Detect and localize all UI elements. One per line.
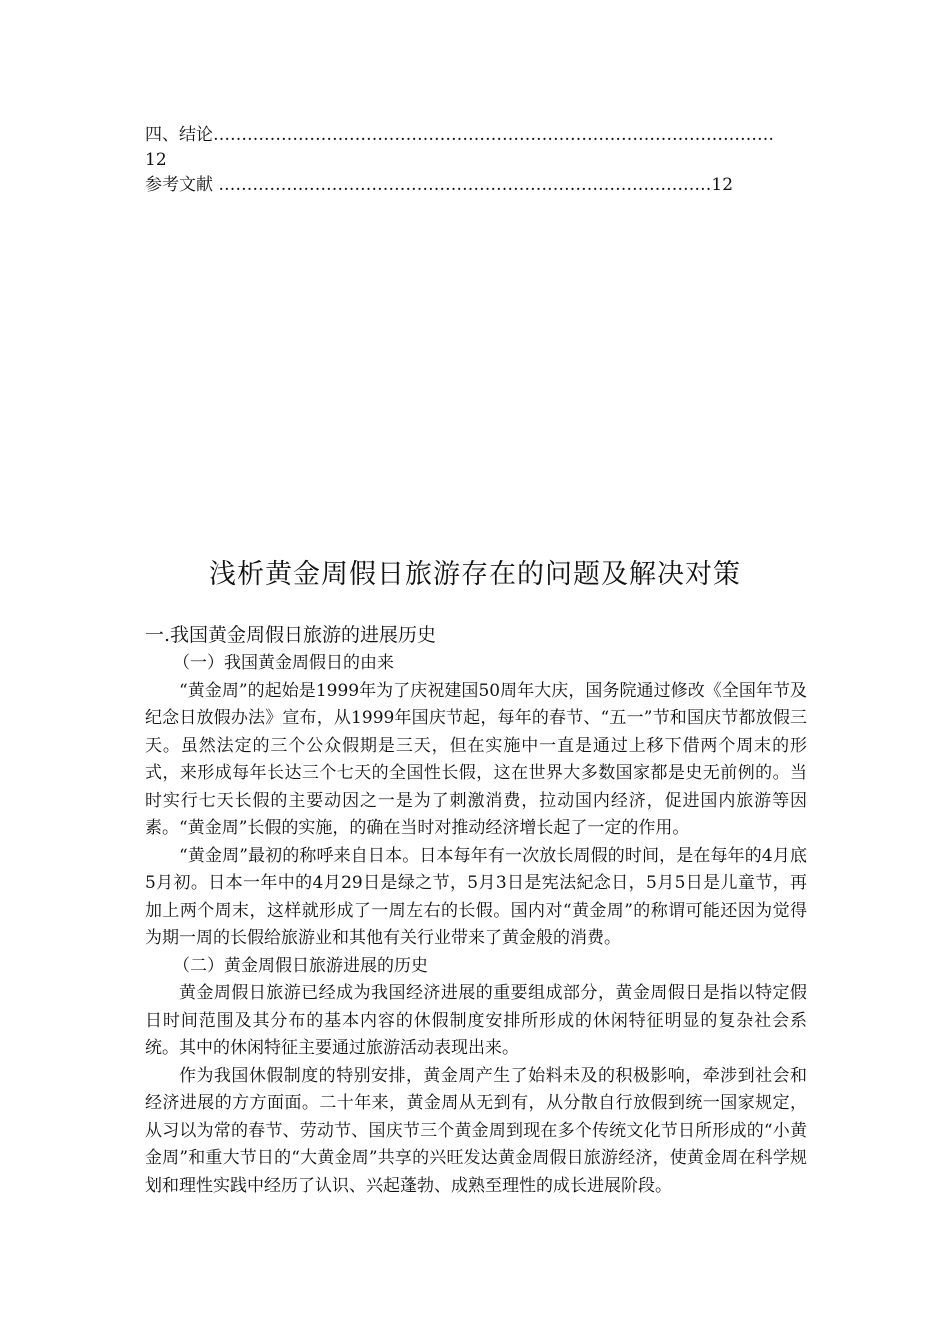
paragraph: 作为我国休假制度的特别安排，黄金周产生了始料未及的积极影响，牵涉到社会和经济进展的方方面面。二十年来，黄金周从无到有，从分散自行放假到统一国家规定，从习以为常的春节、劳动节、国庆节三个黄金周到现在多个传统文化节日所形成的“小黄金周”和重大节日的“大黄金周”共享的兴旺发达黄金周假日旅游经济，使黄金周在科学规划和理性实践中经历了认识、兴起蓬勃、成熟至理性的成长进展阶段。 xyxy=(145,1065,807,1196)
toc-entry-page-number: 12 xyxy=(145,150,167,170)
toc-entry-conclusion[interactable] xyxy=(145,123,805,148)
subsection-heading: （二）黄金周假日旅游进展的历史 xyxy=(173,955,428,976)
toc-entry-page-number: 12 xyxy=(711,175,734,195)
paragraph: “黄金周”的起始是1999年为了庆祝建国50周年大庆，国务院通过修改《全国年节及纪念日放假办法》宣布，从1999年国庆节起，每年的春节、“五一”节和国庆节都放假三天。虽然法定的三个公众假期是三天，但在实施中一直是通过上移下借两个周末的形式，来形成每年长达三个七天的全国性长假，这在世界大多数国家都是史无前例的。当时实行七天长假的主要动因之一是为了刺激消费，拉动国内经济，促进国内旅游等因素。“黄金周”长假的实施，的确在当时对推动经济增长起了一定的作用。 xyxy=(145,680,807,838)
document-body xyxy=(145,620,807,1200)
paragraph: 黄金周假日旅游已经成为我国经济进展的重要组成部分，黄金周假日是指以特定假日时间范围及其分布的基本内容的休假制度安排所形成的休闲特征明显的复杂社会系统。其中的休闲特征主要通过旅游活动表现出来。 xyxy=(145,983,807,1058)
toc-entry-references[interactable] xyxy=(145,173,805,198)
toc-entry-label: 四、结论 xyxy=(145,125,213,145)
table-of-contents xyxy=(145,123,805,198)
section-heading: 一.我国黄金周假日旅游的进展历史 xyxy=(145,624,437,646)
toc-leader-dots: ……………………………………………………………………………………… xyxy=(213,125,774,145)
subsection-heading: （一）我国黄金周假日的由来 xyxy=(173,653,394,673)
document-title: 浅析黄金周假日旅游存在的问题及解决对策 xyxy=(209,559,741,590)
paragraph: “黄金周”最初的称呼来自日本。日本每年有一次放长周假的时间，是在每年的4月底5月初。日本一年中的4月29日是绿之节，5月3日是宪法紀念日，5月5日是儿童节，再加上两个周末，这样就形成了一周左右的长假。国内对“黄金周”的称谓可能还因为觉得为期一周的长假给旅游业和其他有关行业带来了黄金般的消费。 xyxy=(145,845,807,948)
toc-leader-dots: …………………………………………………………………………… xyxy=(218,175,712,195)
toc-entry-label: 参考文献 xyxy=(145,175,219,195)
